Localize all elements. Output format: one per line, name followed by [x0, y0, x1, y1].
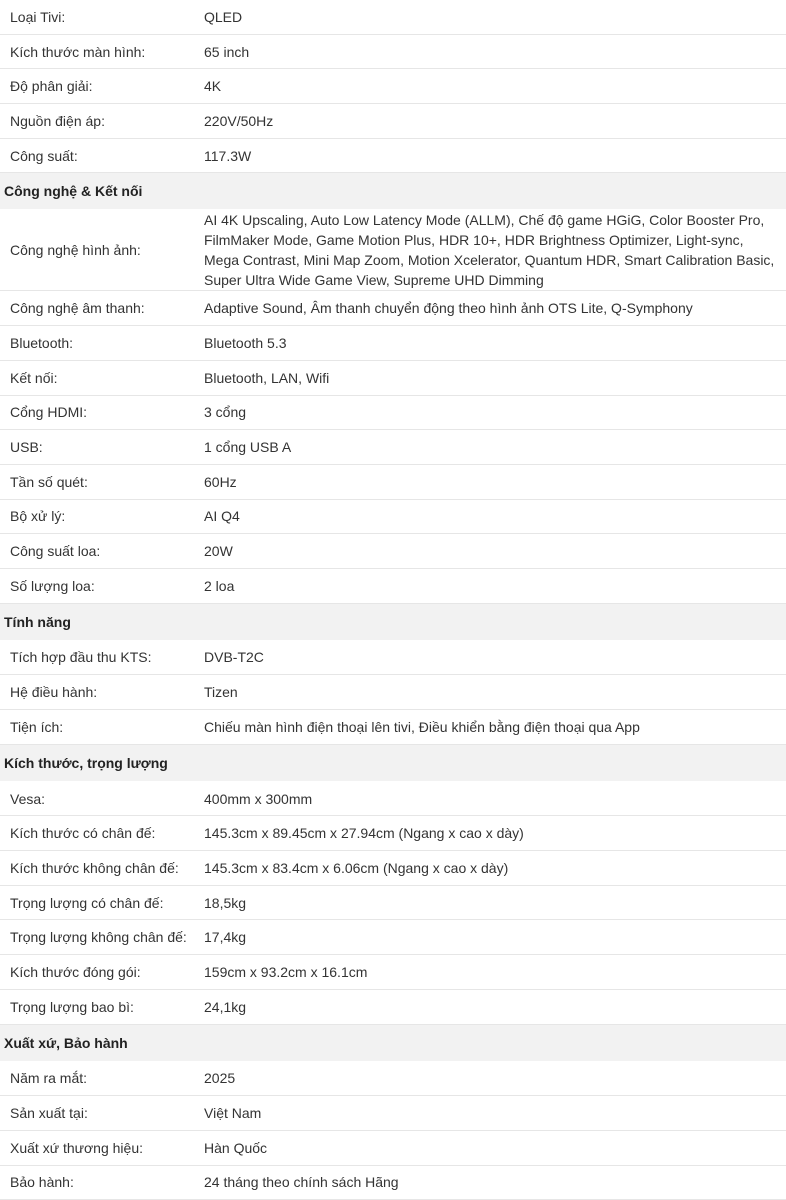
- spec-row: [0, 210, 786, 291]
- spec-row: [0, 568, 786, 603]
- spec-row: [0, 326, 786, 361]
- spec-label: Công suất:: [0, 138, 204, 173]
- spec-value: 24,1kg: [204, 989, 786, 1024]
- spec-label: Công nghệ hình ảnh:: [0, 210, 204, 291]
- spec-row: [0, 885, 786, 920]
- section-title: Kích thước, trọng lượng: [0, 744, 786, 781]
- spec-label: Kích thước có chân đế:: [0, 816, 204, 851]
- spec-row: [0, 430, 786, 465]
- spec-value: AI 4K Upscaling, Auto Low Latency Mode (ALLM), Chế độ game HGiG, Color Booster Pro, FilmMaker Mode, Game Motion Plus, HDR 10+, HDR Brightness Optimizer, Light-sync, Mega Contrast, Mini Map Zoom, Motion Xcelerator, Quantum HDR, Smart Calibration Basic, Super Ultra Wide Game View, Supreme UHD Dimming: [204, 210, 786, 291]
- spec-value: Tizen: [204, 675, 786, 710]
- spec-row: [0, 1130, 786, 1165]
- spec-label: Bảo hành:: [0, 1165, 204, 1200]
- spec-label: Loại Tivi:: [0, 0, 204, 34]
- spec-value: 20W: [204, 534, 786, 569]
- spec-value: 17,4kg: [204, 920, 786, 955]
- spec-row: [0, 640, 786, 675]
- spec-value: 1 cổng USB A: [204, 430, 786, 465]
- spec-label: Xuất xứ thương hiệu:: [0, 1130, 204, 1165]
- spec-value: 60Hz: [204, 464, 786, 499]
- spec-row: [0, 464, 786, 499]
- spec-label: Năm ra mắt:: [0, 1061, 204, 1096]
- spec-label: Kết nối:: [0, 360, 204, 395]
- spec-label: Hệ điều hành:: [0, 675, 204, 710]
- spec-row: [0, 1165, 786, 1200]
- section-title: Công nghệ & Kết nối: [0, 173, 786, 210]
- spec-value: Hàn Quốc: [204, 1130, 786, 1165]
- spec-value: Bluetooth 5.3: [204, 326, 786, 361]
- spec-row: [0, 851, 786, 886]
- spec-value: Adaptive Sound, Âm thanh chuyển động theo hình ảnh OTS Lite, Q-Symphony: [204, 291, 786, 326]
- section-title: Xuất xứ, Bảo hành: [0, 1024, 786, 1061]
- spec-row: [0, 1096, 786, 1131]
- spec-row: [0, 920, 786, 955]
- spec-value: 65 inch: [204, 34, 786, 69]
- spec-label: Bluetooth:: [0, 326, 204, 361]
- spec-label: Kích thước màn hình:: [0, 34, 204, 69]
- spec-row: [0, 104, 786, 139]
- spec-row: [0, 291, 786, 326]
- spec-label: Nguồn điện áp:: [0, 104, 204, 139]
- spec-row: [0, 955, 786, 990]
- spec-value: Bluetooth, LAN, Wifi: [204, 360, 786, 395]
- spec-value: 18,5kg: [204, 885, 786, 920]
- spec-row: [0, 534, 786, 569]
- spec-value: 117.3W: [204, 138, 786, 173]
- spec-row: [0, 395, 786, 430]
- spec-label: Tần số quét:: [0, 464, 204, 499]
- section-header: [0, 744, 786, 781]
- section-header: [0, 603, 786, 640]
- spec-label: Tiện ích:: [0, 710, 204, 745]
- spec-label: Số lượng loa:: [0, 568, 204, 603]
- spec-label: Trọng lượng có chân đế:: [0, 885, 204, 920]
- spec-value: 4K: [204, 69, 786, 104]
- spec-value: 145.3cm x 83.4cm x 6.06cm (Ngang x cao x dày): [204, 851, 786, 886]
- spec-row: [0, 781, 786, 816]
- spec-label: Trọng lượng không chân đế:: [0, 920, 204, 955]
- spec-label: Công nghệ âm thanh:: [0, 291, 204, 326]
- spec-row: [0, 989, 786, 1024]
- spec-row: [0, 0, 786, 34]
- spec-value: 3 cổng: [204, 395, 786, 430]
- spec-value: DVB-T2C: [204, 640, 786, 675]
- spec-row: [0, 69, 786, 104]
- spec-row: [0, 675, 786, 710]
- spec-value: 2025: [204, 1061, 786, 1096]
- spec-label: Kích thước không chân đế:: [0, 851, 204, 886]
- spec-label: Bộ xử lý:: [0, 499, 204, 534]
- spec-label: Cổng HDMI:: [0, 395, 204, 430]
- section-header: [0, 1024, 786, 1061]
- spec-value: QLED: [204, 0, 786, 34]
- spec-label: Sản xuất tại:: [0, 1096, 204, 1131]
- spec-row: [0, 34, 786, 69]
- spec-value: 145.3cm x 89.45cm x 27.94cm (Ngang x cao x dày): [204, 816, 786, 851]
- spec-label: Công suất loa:: [0, 534, 204, 569]
- spec-value: AI Q4: [204, 499, 786, 534]
- spec-row: [0, 710, 786, 745]
- spec-row: [0, 138, 786, 173]
- spec-row: [0, 360, 786, 395]
- spec-label: Tích hợp đầu thu KTS:: [0, 640, 204, 675]
- spec-value: 400mm x 300mm: [204, 781, 786, 816]
- spec-value: 2 loa: [204, 568, 786, 603]
- spec-label: Trọng lượng bao bì:: [0, 989, 204, 1024]
- spec-row: [0, 816, 786, 851]
- spec-label: Độ phân giải:: [0, 69, 204, 104]
- section-title: Tính năng: [0, 603, 786, 640]
- spec-label: USB:: [0, 430, 204, 465]
- spec-row: [0, 499, 786, 534]
- spec-value: 24 tháng theo chính sách Hãng: [204, 1165, 786, 1200]
- spec-label: Vesa:: [0, 781, 204, 816]
- spec-value: 159cm x 93.2cm x 16.1cm: [204, 955, 786, 990]
- spec-value: Chiếu màn hình điện thoại lên tivi, Điều khiển bằng điện thoại qua App: [204, 710, 786, 745]
- spec-row: [0, 1061, 786, 1096]
- spec-value: 220V/50Hz: [204, 104, 786, 139]
- spec-value: Việt Nam: [204, 1096, 786, 1131]
- spec-label: Kích thước đóng gói:: [0, 955, 204, 990]
- section-header: [0, 173, 786, 210]
